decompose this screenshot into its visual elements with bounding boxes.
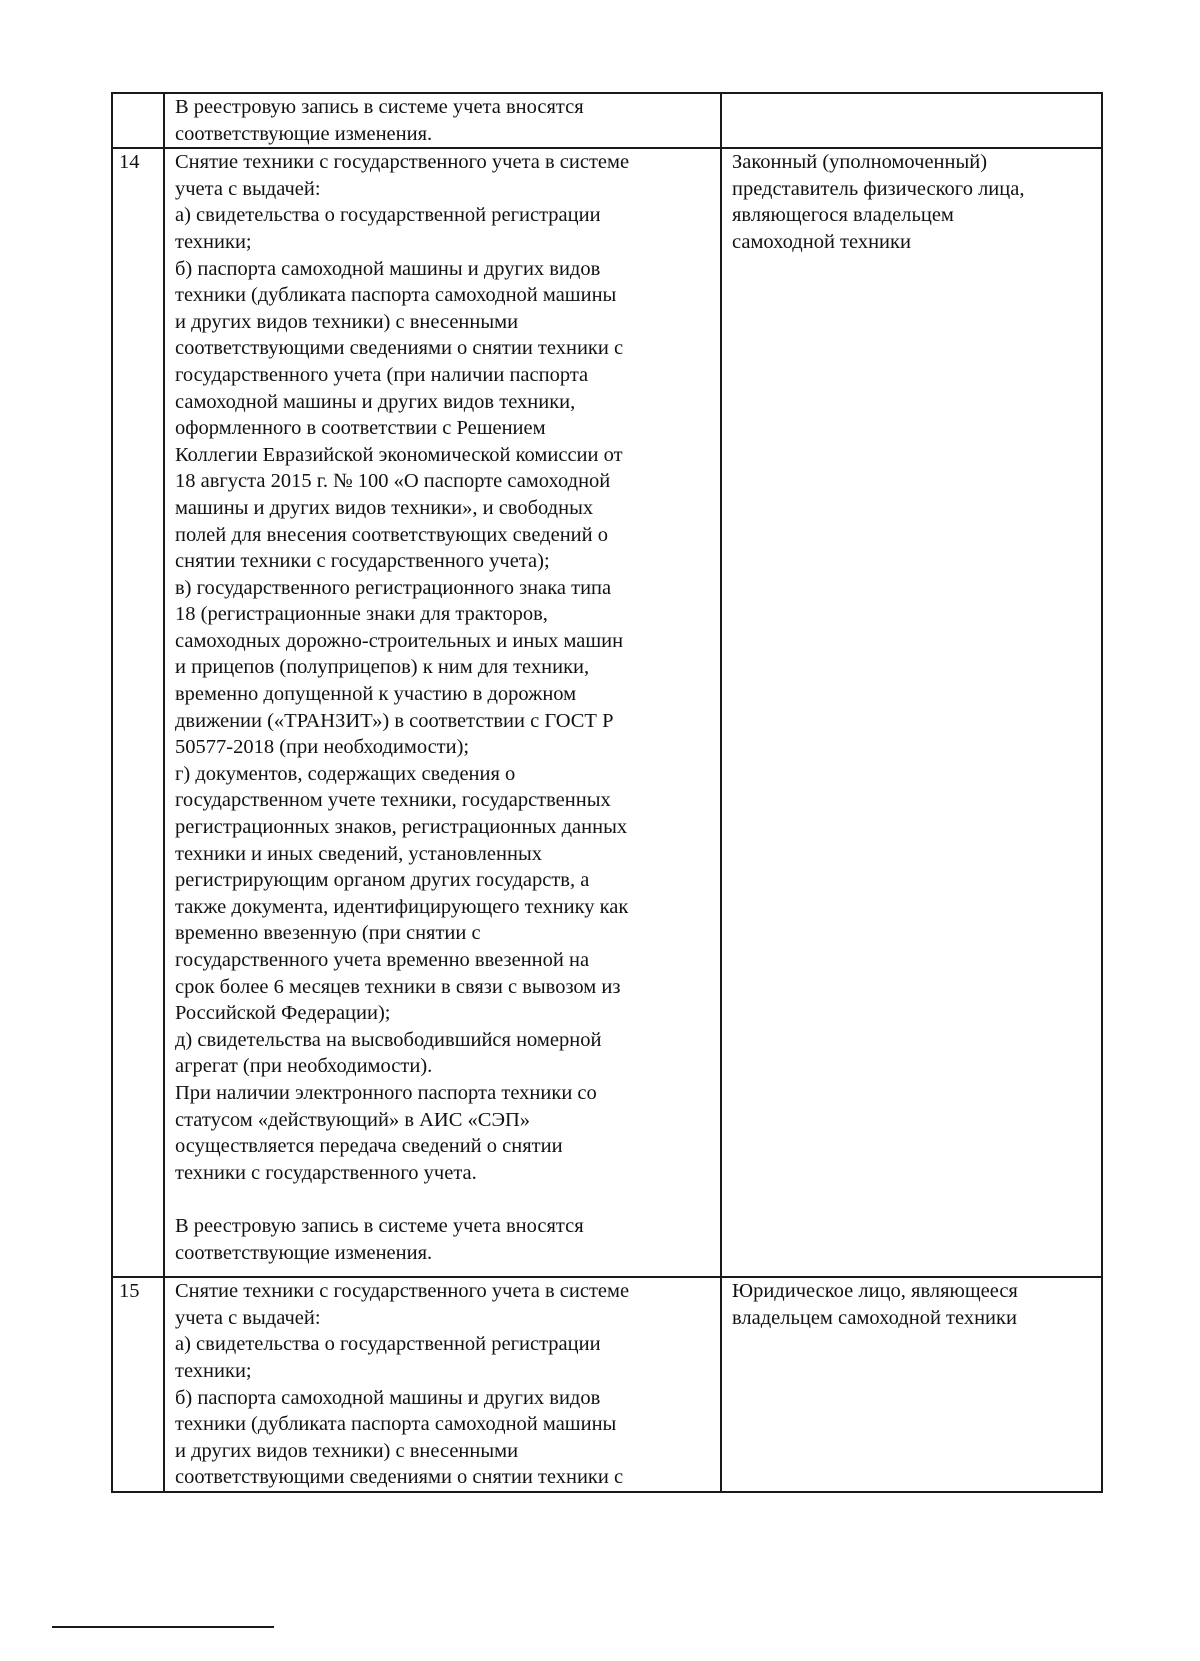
row-applicant: Законный (уполномоченный) представитель физического лица, являющегося владельцем самоходной техники: [721, 148, 1102, 1277]
row-number: 15: [112, 1277, 164, 1492]
row-description: В реестровую запись в системе учета вносятся соответствующие изменения.: [164, 93, 721, 148]
row-number: [112, 93, 164, 148]
registration-table: [111, 92, 1103, 1493]
row-description: Снятие техники с государственного учета в системе учета с выдачей: а) свидетельства о государственной регистрации техники; б) паспорта самоходной машины и других видов техники (дубликата паспорта самоходной машины и других видов техники) с внесенными соответствующими сведениями о снятии техники с государственного учета (при наличии паспорта самоходной машины и других видов техники, оформленного в соответствии с Решением Коллегии Евразийской экономической комиссии от 18 августа 2015 г. № 100 «О паспорте самоходной машины и других видов техники», и свободных полей для внесения соответствующих сведений о снятии техники с государственного учета); в) государственного регистрационного знака типа 18 (регистрационные знаки для тракторов, самоходных дорожно-строительных и иных машин и прицепов (полуприцепов) к ним для техники, временно допущенной к участию в дорожном движении («ТРАНЗИТ») в соответствии с ГОСТ Р 50577-2018 (при необходимости); г) документов, содержащих сведения о государственном учете техники, государственных регистрационных знаков, регистрационных данных техники и иных сведений, установленных регистрирующим органом других государств, а также документа, идентифицирующего технику как временно ввезенную (при снятии с государственного учета временно ввезенной на срок более 6 месяцев техники в связи с вывозом из Российской Федерации); д) свидетельства на высвободившийся номерной агрегат (при необходимости). При наличии электронного паспорта техники со статусом «действующий» в АИС «СЭП» осуществляется передача сведений о снятии техники с государственного учета. В реестровую запись в системе учета вносятся соответствующие изменения.: [164, 148, 721, 1277]
table-row: [112, 93, 1102, 148]
row-applicant: Юридическое лицо, являющееся владельцем самоходной техники: [721, 1277, 1102, 1492]
footnote-separator: [52, 1626, 274, 1628]
table-row: [112, 1277, 1102, 1492]
row-applicant: [721, 93, 1102, 148]
row-number: 14: [112, 148, 164, 1277]
table-row: [112, 148, 1102, 1277]
row-description: Снятие техники с государственного учета в системе учета с выдачей: а) свидетельства о государственной регистрации техники; б) паспорта самоходной машины и других видов техники (дубликата паспорта самоходной машины и других видов техники) с внесенными соответствующими сведениями о снятии техники с: [164, 1277, 721, 1492]
